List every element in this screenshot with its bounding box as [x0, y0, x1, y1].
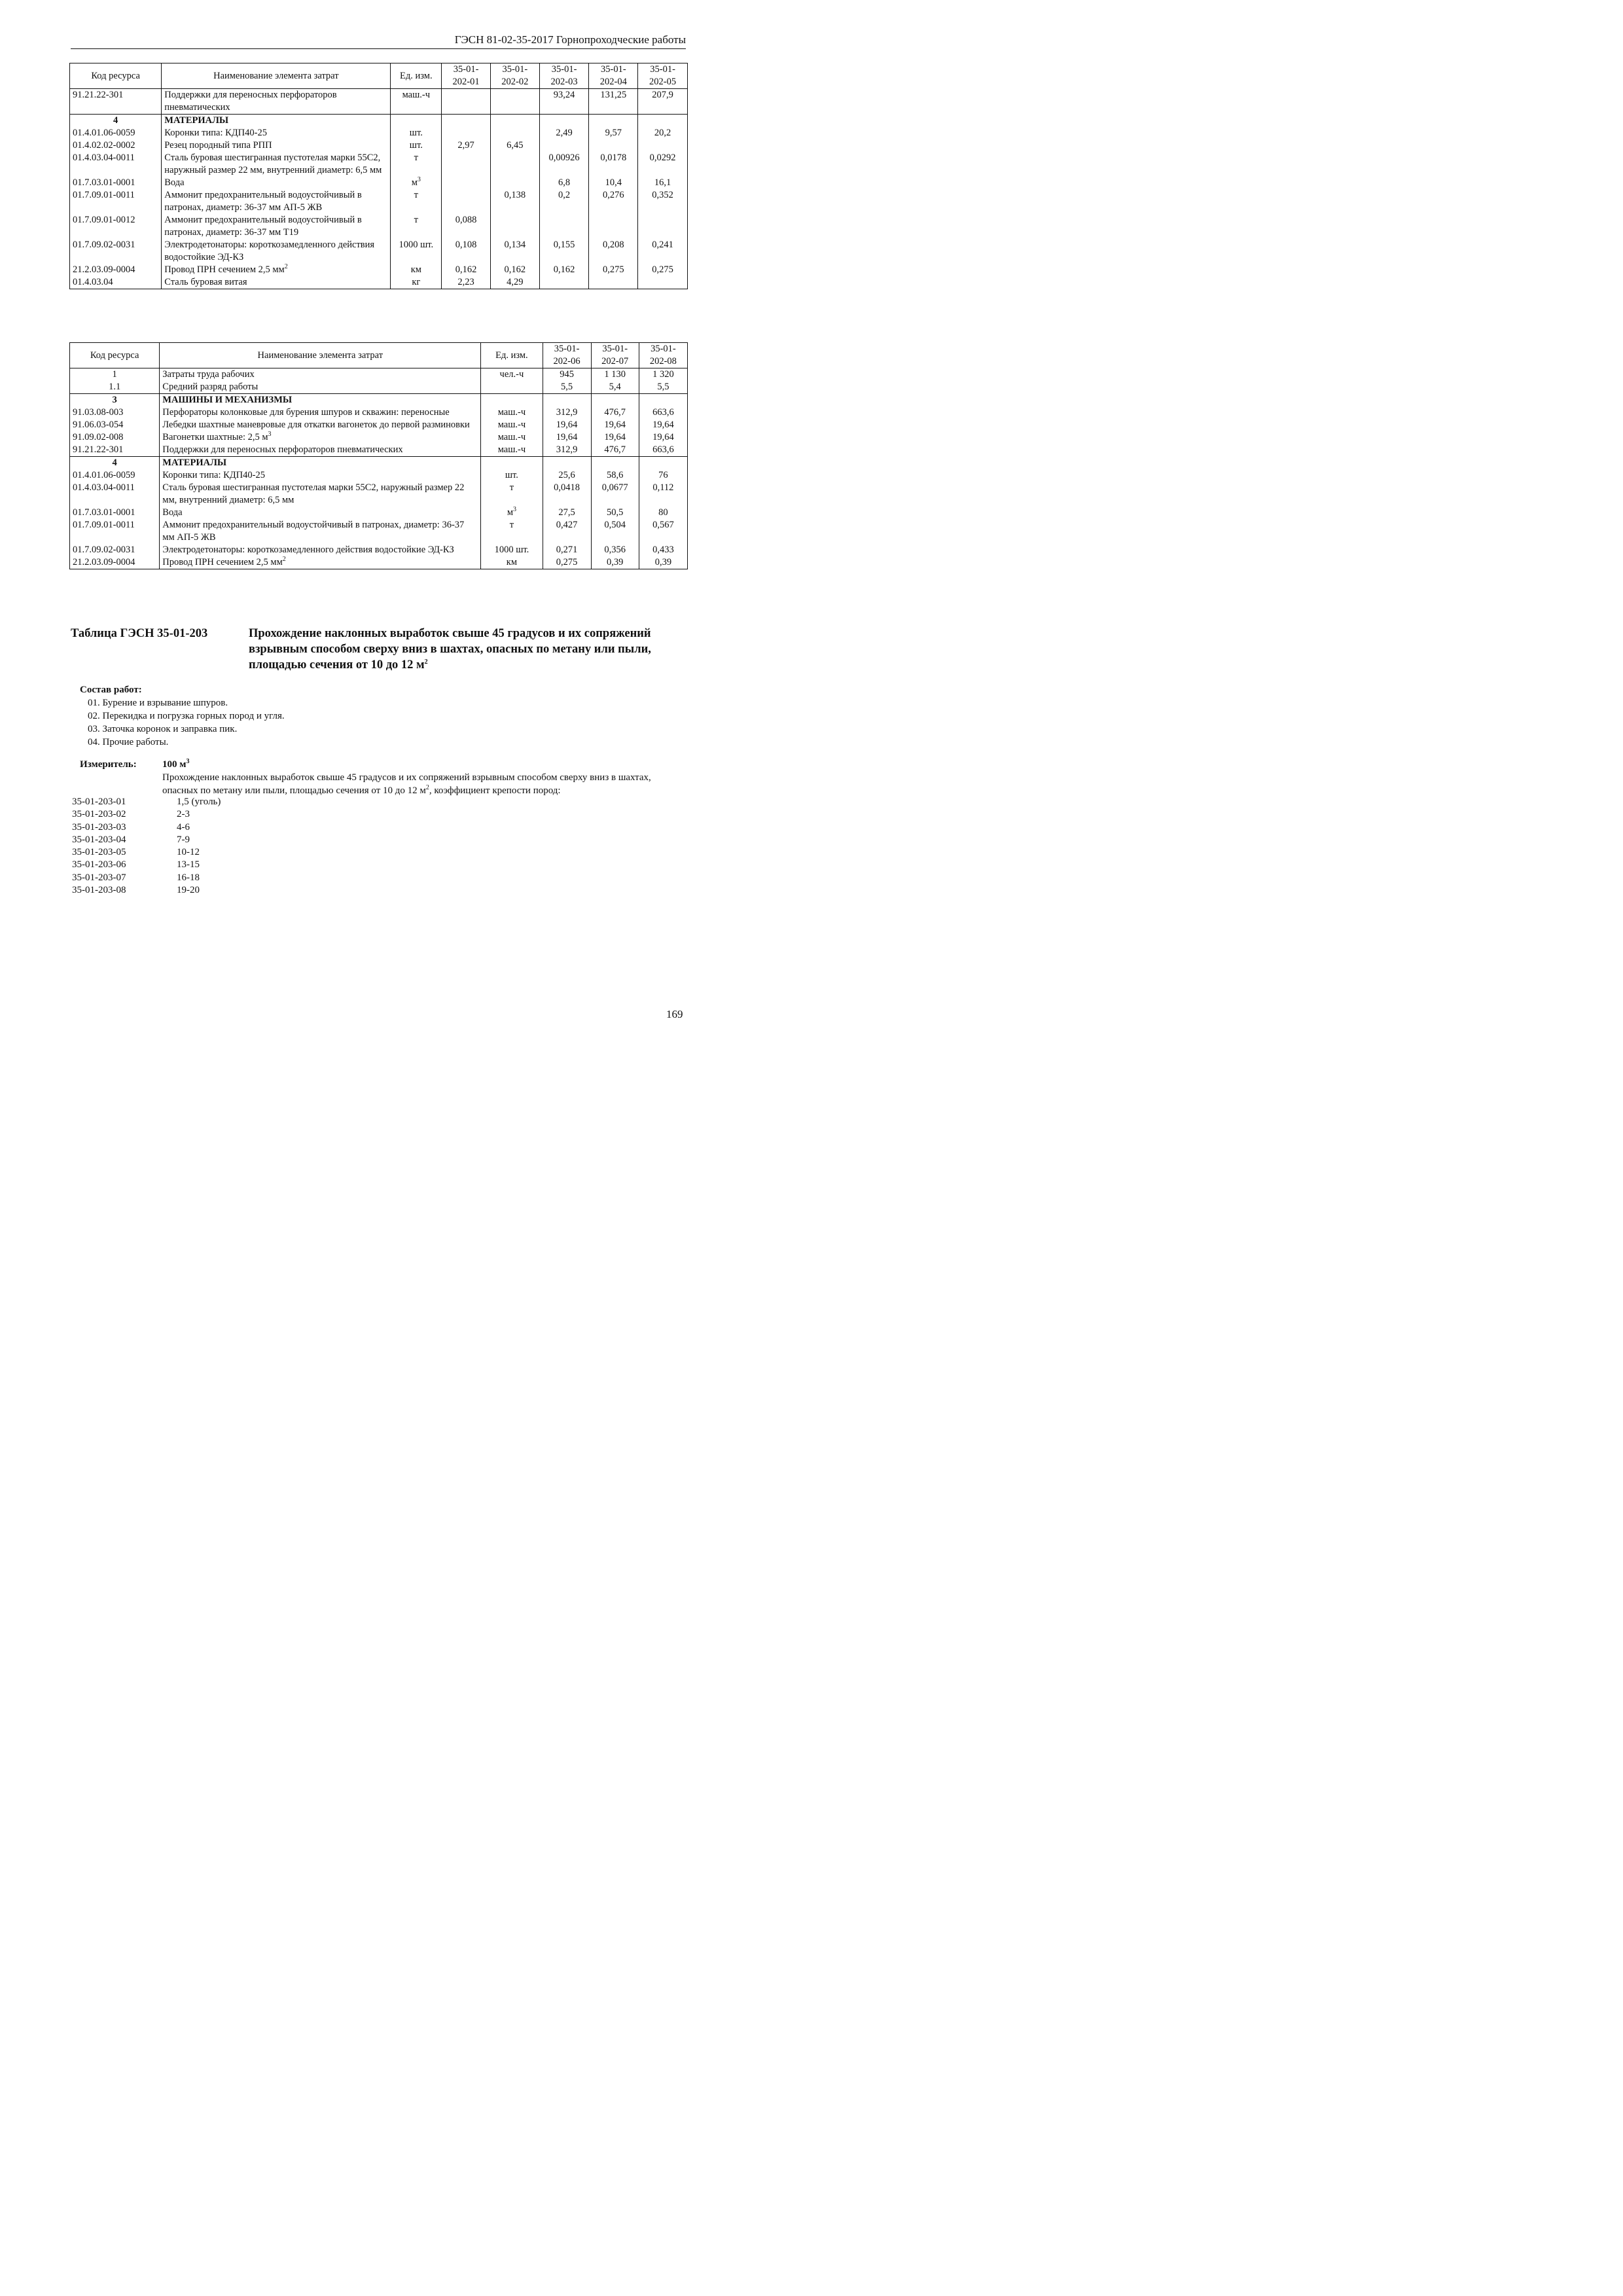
resource-name: Электродетонаторы: короткозамедленного действия водостойкие ЭД-КЗ — [160, 544, 481, 556]
unit: маш.-ч — [391, 89, 442, 115]
column-header: 35-01- 202-03 — [539, 63, 589, 89]
unit: $м^3$ — [481, 507, 543, 519]
unit: т — [391, 214, 442, 239]
norm-value — [490, 115, 539, 128]
norm-value: 0,162 — [539, 264, 589, 276]
resource-name: Перфораторы колонковые для бурения шпуров и скважин: переносные — [160, 406, 481, 419]
resource-name: Коронки типа: КДП40-25 — [162, 127, 391, 139]
norm-codes-list — [72, 796, 334, 897]
table-title: Прохождение наклонных выработок свыше 45 градусов и их сопряжений взрывным способом сверху вниз в шахтах, опасных по метану или пыли, площадью сечения от 10 до 12 $м^2$ — [249, 627, 651, 672]
norm-code-row — [72, 859, 334, 871]
hardness-value: 10-12 — [177, 847, 200, 858]
norm-code-row — [72, 821, 334, 834]
norm-value: 50,5 — [591, 507, 639, 519]
norm-value: 0,356 — [591, 544, 639, 556]
unit: шт. — [481, 469, 543, 482]
resource-name: Поддержки для переносных перфораторов пневматических — [160, 444, 481, 457]
norm-value: 19,64 — [591, 431, 639, 444]
measure-label: Измеритель: — [80, 759, 137, 770]
column-header: 35-01- 202-04 — [589, 63, 638, 89]
resource-name: Сталь буровая витая — [162, 276, 391, 289]
norm-value: 663,6 — [639, 406, 687, 419]
section-row — [70, 394, 688, 407]
norm-value: 19,64 — [639, 419, 687, 431]
norm-value: 0,275 — [589, 264, 638, 276]
resource-code: 01.4.03.04 — [70, 276, 162, 289]
norm-value: 9,57 — [589, 127, 638, 139]
work-item: 02. Перекидка и погрузка горных пород и угля. — [88, 711, 285, 721]
resource-code: 4 — [70, 457, 160, 470]
hardness-value: 1,5 (уголь) — [177, 797, 221, 807]
column-header: 35-01- 202-02 — [490, 63, 539, 89]
resource-name: Поддержки для переносных перфораторов пневматических — [162, 89, 391, 115]
unit: км — [481, 556, 543, 569]
hardness-value: 7-9 — [177, 834, 190, 845]
norm-value: 0,275 — [543, 556, 591, 569]
unit: $м^3$ — [391, 177, 442, 189]
norm-value: 0,155 — [539, 239, 589, 264]
norm-code-row — [72, 808, 334, 821]
norm-value: 0,108 — [442, 239, 491, 264]
norm-value — [589, 276, 638, 289]
resource-code: 91.03.08-003 — [70, 406, 160, 419]
table-row — [70, 544, 688, 556]
running-header — [71, 33, 686, 49]
norm-value: 20,2 — [638, 127, 688, 139]
norm-value: 19,64 — [639, 431, 687, 444]
table-row — [70, 381, 688, 394]
resource-code: 91.09.02-008 — [70, 431, 160, 444]
column-header: 35-01- 202-07 — [591, 343, 639, 368]
table-row — [70, 139, 688, 152]
resource-code: 01.7.09.01-0012 — [70, 214, 162, 239]
norm-value — [638, 276, 688, 289]
norm-value — [639, 457, 687, 470]
norm-value — [442, 189, 491, 214]
table-row — [70, 276, 688, 289]
norm-value: 0,2 — [539, 189, 589, 214]
resource-code: 01.4.02.02-0002 — [70, 139, 162, 152]
norm-value: 4,29 — [490, 276, 539, 289]
norm-value — [539, 115, 589, 128]
unit: т — [481, 482, 543, 507]
column-header: Ед. изм. — [391, 63, 442, 89]
norm-value: 76 — [639, 469, 687, 482]
norm-value: 0,00926 — [539, 152, 589, 177]
unit: т — [481, 519, 543, 544]
norm-value: 16,1 — [638, 177, 688, 189]
norm-value — [543, 457, 591, 470]
unit: 1000 шт. — [391, 239, 442, 264]
column-header: Наименование элемента затрат — [162, 63, 391, 89]
table-row — [70, 469, 688, 482]
resource-name: Аммонит предохранительный водоустойчивый в патронах, диаметр: 36-37 мм Т19 — [162, 214, 391, 239]
resource-code: 91.21.22-301 — [70, 89, 162, 115]
resource-code: 91.21.22-301 — [70, 444, 160, 457]
norm-value — [539, 276, 589, 289]
unit: маш.-ч — [481, 406, 543, 419]
table-row — [70, 189, 688, 214]
unit: т — [391, 152, 442, 177]
resource-name: Вагонетки шахтные: 2,5 $м^3$ — [160, 431, 481, 444]
resource-code: 1 — [70, 368, 160, 382]
resource-name: Сталь буровая шестигранная пустотелая марки 55С2, наружный размер 22 мм, внутренний диаметр: 6,5 мм — [162, 152, 391, 177]
resource-code: 01.4.01.06-0059 — [70, 127, 162, 139]
section-row — [70, 457, 688, 470]
norm-code: 35-01-203-06 — [72, 859, 126, 870]
norm-value: 27,5 — [543, 507, 591, 519]
unit: чел.-ч — [481, 368, 543, 382]
hardness-value: 16-18 — [177, 872, 200, 883]
work-item: 04. Прочие работы. — [88, 737, 169, 747]
works-heading: Состав работ: — [80, 685, 142, 695]
table-row — [70, 89, 688, 115]
unit: км — [391, 264, 442, 276]
table-row — [70, 152, 688, 177]
resource-code: 01.7.03.01-0001 — [70, 507, 160, 519]
unit — [481, 457, 543, 470]
hardness-value: 2-3 — [177, 809, 190, 820]
norm-value: 58,6 — [591, 469, 639, 482]
norm-value: 1 130 — [591, 368, 639, 382]
column-header: 35-01- 202-06 — [543, 343, 591, 368]
norm-value: 0,276 — [589, 189, 638, 214]
resource-code: 21.2.03.09-0004 — [70, 264, 162, 276]
norm-value: 25,6 — [543, 469, 591, 482]
resource-code: 1.1 — [70, 381, 160, 394]
norm-value: 2,97 — [442, 139, 491, 152]
table-header-row — [70, 63, 688, 89]
table-row — [70, 556, 688, 569]
unit: кг — [391, 276, 442, 289]
resource-name: Средний разряд работы — [160, 381, 481, 394]
norm-value: 0,0178 — [589, 152, 638, 177]
norm-value: 663,6 — [639, 444, 687, 457]
measure-description: Прохождение наклонных выработок свыше 45 градусов и их сопряжений взрывным способом сверху вниз в шахтах, опасных по метану или пыли, площадью сечения от 10 до 12 $м^2$, коэффициент крепости пород: — [162, 772, 651, 796]
norm-value: 312,9 — [543, 444, 591, 457]
unit — [481, 381, 543, 394]
hardness-value: 4-6 — [177, 821, 190, 833]
norm-value: 0,162 — [490, 264, 539, 276]
norm-value — [490, 89, 539, 115]
work-item: 01. Бурение и взрывание шпуров. — [88, 698, 228, 708]
resource-code: 91.06.03-054 — [70, 419, 160, 431]
resource-name: МАТЕРИАЛЫ — [160, 457, 481, 470]
work-item: 03. Заточка коронок и заправка пик. — [88, 724, 238, 734]
norm-value — [442, 127, 491, 139]
norm-value: 0,427 — [543, 519, 591, 544]
resource-name: Провод ПРН сечением 2,5 $мм^2$ — [160, 556, 481, 569]
norm-value: 5,5 — [543, 381, 591, 394]
norm-value — [442, 177, 491, 189]
unit — [391, 115, 442, 128]
norm-value: 0,433 — [639, 544, 687, 556]
hardness-value: 19-20 — [177, 885, 200, 896]
norm-value: 0,352 — [638, 189, 688, 214]
resource-name: Провод ПРН сечением 2,5 $мм^2$ — [162, 264, 391, 276]
norm-value: 2,23 — [442, 276, 491, 289]
norm-value — [490, 152, 539, 177]
norm-value: 0,0418 — [543, 482, 591, 507]
resource-code: 01.4.01.06-0059 — [70, 469, 160, 482]
norm-code: 35-01-203-04 — [72, 834, 126, 845]
column-header: 35-01- 202-05 — [638, 63, 688, 89]
table-row — [70, 431, 688, 444]
norm-value — [638, 139, 688, 152]
norm-value — [442, 89, 491, 115]
table-row — [70, 482, 688, 507]
resource-name: МАШИНЫ И МЕХАНИЗМЫ — [160, 394, 481, 407]
norm-value: 0,0677 — [591, 482, 639, 507]
norm-value: 476,7 — [591, 444, 639, 457]
norm-value: 0,567 — [639, 519, 687, 544]
unit: шт. — [391, 127, 442, 139]
norm-value: 19,64 — [543, 431, 591, 444]
norm-value — [543, 394, 591, 407]
table-row — [70, 519, 688, 544]
norm-value: 19,64 — [591, 419, 639, 431]
resource-code: 01.7.09.01-0011 — [70, 189, 162, 214]
resource-code: 01.7.03.01-0001 — [70, 177, 162, 189]
table-row — [70, 444, 688, 457]
norm-value: 0,138 — [490, 189, 539, 214]
norm-code-row — [72, 884, 334, 897]
norm-value: 2,49 — [539, 127, 589, 139]
unit — [481, 394, 543, 407]
norm-value — [589, 115, 638, 128]
column-header: Наименование элемента затрат — [160, 343, 481, 368]
header-title: ГЭСН 81-02-35-2017 Горнопроходческие работы — [454, 33, 686, 46]
norm-value — [591, 457, 639, 470]
norm-value — [490, 177, 539, 189]
norm-code-row — [72, 796, 334, 808]
norm-value: 0,241 — [638, 239, 688, 264]
norm-value: 0,39 — [639, 556, 687, 569]
resource-code: 01.7.09.01-0011 — [70, 519, 160, 544]
norm-value — [638, 214, 688, 239]
resource-table-1 — [69, 63, 688, 289]
norm-value: 0,134 — [490, 239, 539, 264]
resource-code: 01.7.09.02-0031 — [70, 239, 162, 264]
norm-value: 312,9 — [543, 406, 591, 419]
resource-code: 01.4.03.04-0011 — [70, 152, 162, 177]
norm-code: 35-01-203-02 — [72, 809, 126, 820]
norm-value: 476,7 — [591, 406, 639, 419]
norm-value: 0,162 — [442, 264, 491, 276]
resource-name: Вода — [162, 177, 391, 189]
table-row — [70, 214, 688, 239]
resource-code: 01.7.09.02-0031 — [70, 544, 160, 556]
norm-value: 5,4 — [591, 381, 639, 394]
norm-value: 131,25 — [589, 89, 638, 115]
unit: шт. — [391, 139, 442, 152]
column-header: 35-01- 202-08 — [639, 343, 687, 368]
norm-value: 5,5 — [639, 381, 687, 394]
norm-value: 945 — [543, 368, 591, 382]
works-list — [88, 696, 285, 749]
table-row — [70, 419, 688, 431]
resource-name: МАТЕРИАЛЫ — [162, 115, 391, 128]
table-row — [70, 177, 688, 189]
norm-value: 19,64 — [543, 419, 591, 431]
column-header: Ед. изм. — [481, 343, 543, 368]
norm-value: 207,9 — [638, 89, 688, 115]
table-row — [70, 368, 688, 382]
resource-table-2 — [69, 342, 688, 569]
norm-code: 35-01-203-03 — [72, 821, 126, 833]
norm-value — [539, 139, 589, 152]
norm-value: 10,4 — [589, 177, 638, 189]
norm-value — [490, 127, 539, 139]
column-header: Код ресурса — [70, 63, 162, 89]
section-row — [70, 115, 688, 128]
resource-name: Аммонит предохранительный водоустойчивый в патронах, диаметр: 36-37 мм АП-5 ЖВ — [160, 519, 481, 544]
norm-value — [638, 115, 688, 128]
norm-code: 35-01-203-07 — [72, 872, 126, 883]
column-header: 35-01- 202-01 — [442, 63, 491, 89]
norm-code-row — [72, 834, 334, 846]
resource-name: Аммонит предохранительный водоустойчивый в патронах, диаметр: 36-37 мм АП-5 ЖВ — [162, 189, 391, 214]
norm-code-row — [72, 846, 334, 859]
norm-value — [490, 214, 539, 239]
column-header: Код ресурса — [70, 343, 160, 368]
unit: маш.-ч — [481, 431, 543, 444]
resource-code: 3 — [70, 394, 160, 407]
norm-code-row — [72, 872, 334, 884]
norm-value: 93,24 — [539, 89, 589, 115]
norm-value — [442, 152, 491, 177]
norm-value — [589, 214, 638, 239]
resource-code: 21.2.03.09-0004 — [70, 556, 160, 569]
page-number: 169 — [666, 1008, 683, 1020]
table-row — [70, 507, 688, 519]
resource-name: Сталь буровая шестигранная пустотелая марки 55С2, наружный размер 22 мм, внутренний диаметр: 6,5 мм — [160, 482, 481, 507]
norm-value: 0,504 — [591, 519, 639, 544]
table-row — [70, 127, 688, 139]
norm-code: 35-01-203-01 — [72, 797, 126, 807]
hardness-value: 13-15 — [177, 859, 200, 870]
norm-value: 0,275 — [638, 264, 688, 276]
resource-name: Лебедки шахтные маневровые для откатки вагонеток до первой разминовки — [160, 419, 481, 431]
resource-name: Затраты труда рабочих — [160, 368, 481, 382]
norm-value: 0,088 — [442, 214, 491, 239]
norm-value: 6,8 — [539, 177, 589, 189]
norm-value: 0,208 — [589, 239, 638, 264]
norm-value — [589, 139, 638, 152]
norm-value: 80 — [639, 507, 687, 519]
norm-code: 35-01-203-08 — [72, 885, 126, 896]
unit: маш.-ч — [481, 419, 543, 431]
table-row — [70, 239, 688, 264]
norm-value: 6,45 — [490, 139, 539, 152]
resource-name: Электродетонаторы: короткозамедленного действия водостойкие ЭД-КЗ — [162, 239, 391, 264]
norm-value: 0,112 — [639, 482, 687, 507]
table-header-row — [70, 343, 688, 368]
unit: маш.-ч — [481, 444, 543, 457]
resource-name: Резец породный типа РПП — [162, 139, 391, 152]
unit: т — [391, 189, 442, 214]
table-row — [70, 264, 688, 276]
measure-value: 100 $м^3$ — [162, 758, 190, 770]
resource-code: 01.4.03.04-0011 — [70, 482, 160, 507]
norm-value: 0,39 — [591, 556, 639, 569]
norm-value — [591, 394, 639, 407]
resource-code: 4 — [70, 115, 162, 128]
unit: 1000 шт. — [481, 544, 543, 556]
resource-name: Коронки типа: КДП40-25 — [160, 469, 481, 482]
norm-value: 0,271 — [543, 544, 591, 556]
resource-name: Вода — [160, 507, 481, 519]
norm-value — [539, 214, 589, 239]
norm-value: 1 320 — [639, 368, 687, 382]
norm-value — [639, 394, 687, 407]
norm-code: 35-01-203-05 — [72, 847, 126, 858]
norm-value: 0,0292 — [638, 152, 688, 177]
norm-value — [442, 115, 491, 128]
table-label: Таблица ГЭСН 35-01-203 — [71, 627, 208, 640]
table-row — [70, 406, 688, 419]
